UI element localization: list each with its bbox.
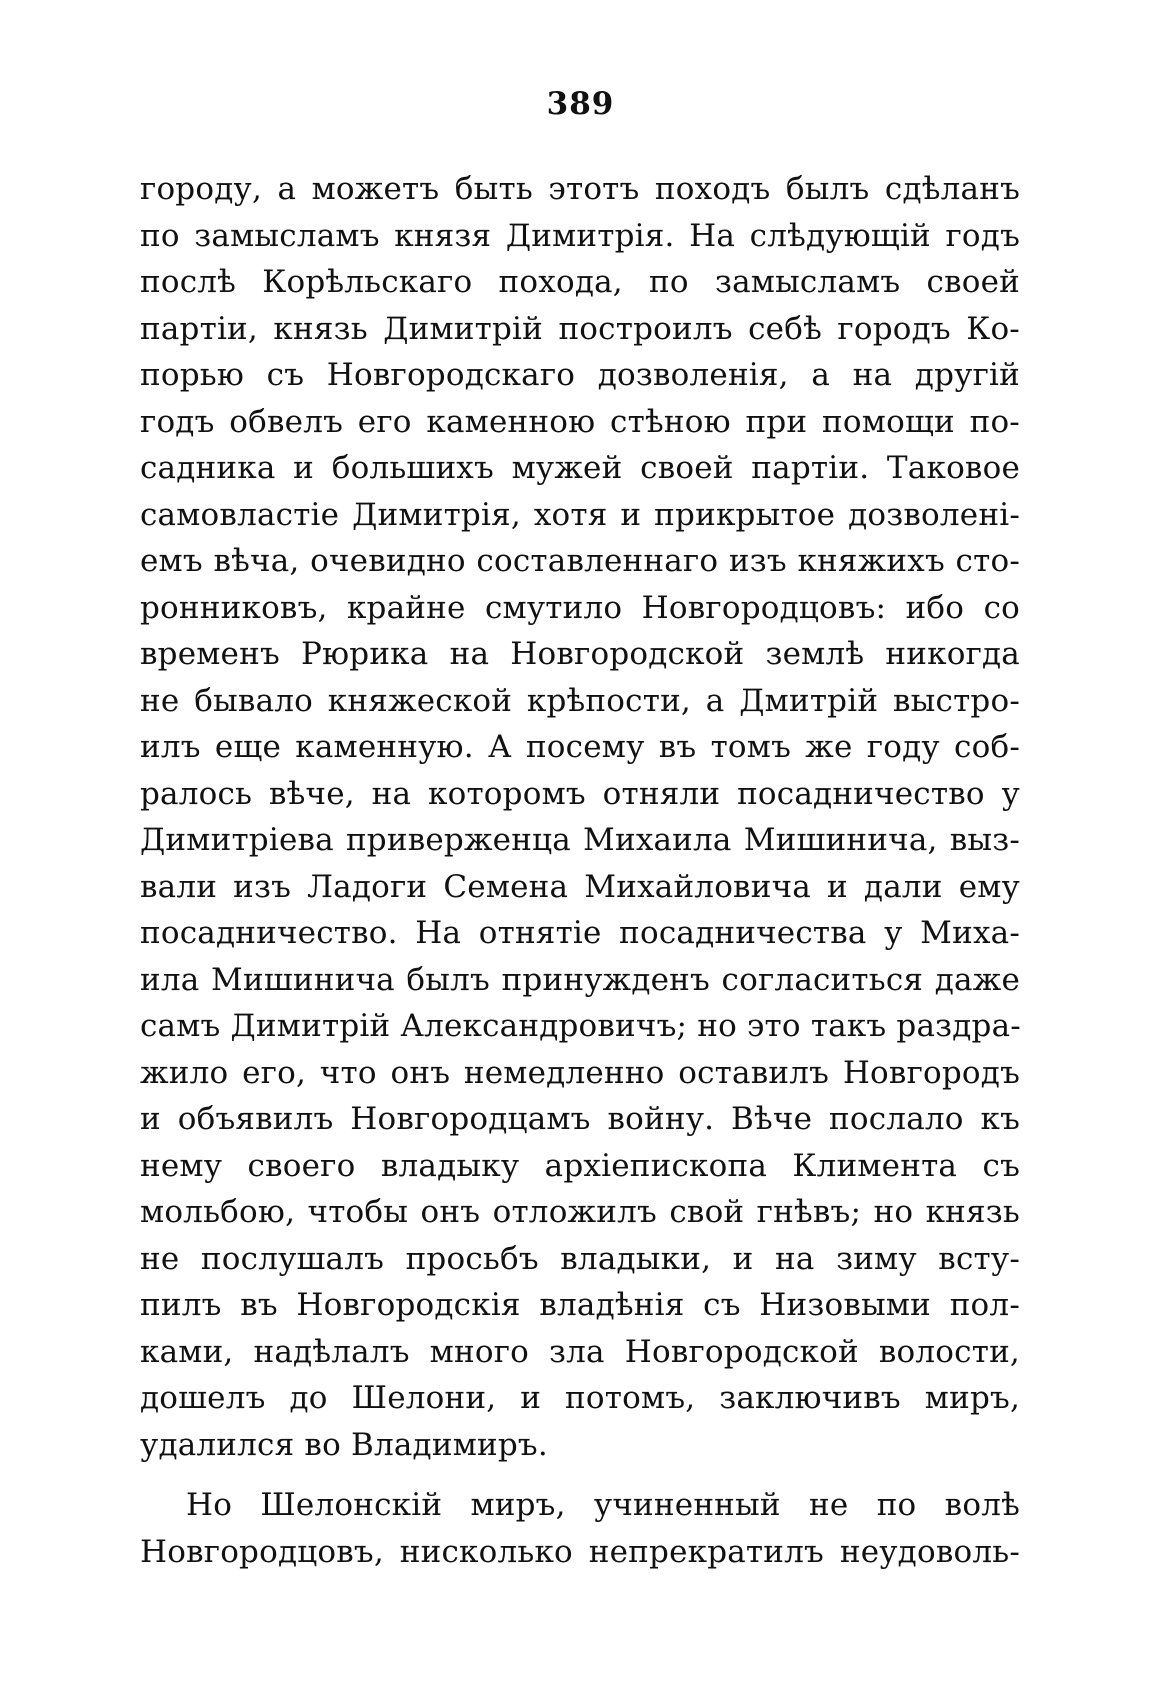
text-line: годъ обвелъ его каменною стѣною при помощи по- [140,403,1020,440]
paragraph-1 [140,166,1020,1468]
text-line: пилъ въ Новгородскія владѣнія съ Низовыми пол- [140,1287,1020,1323]
text-line: Но Шелонскій миръ, учиненный не по волѣ [186,1487,1020,1523]
page-number: 389 [546,86,615,122]
text-line: посадничество. На отнятіе посадничества у Миха- [140,915,1020,951]
text-line: временъ Рюрика на Новгородской землѣ никогда [140,636,1020,672]
text-line: мольбою, чтобы онъ отложилъ свой гнѣвъ; но князь [140,1194,1020,1230]
text-line: и объявилъ Новгородцамъ войну. Вѣче послало къ [140,1101,1020,1137]
text-line: не бывало княжеской крѣпости, а Дмитрій выстро- [140,682,1020,719]
text-line: Новгородцовъ, нисколько непрекратилъ неудоволь- [140,1533,1020,1570]
text-line: емъ вѣча, очевидно составленнаго изъ княжихъ сто- [140,543,1020,579]
text-line: по замысламъ князя Димитрія. На слѣдующій годъ [140,217,1020,254]
text-line: садника и большихъ мужей своей партіи. Таковое [140,450,1020,486]
text-line: партіи, князь Димитрій построилъ себѣ городъ Ко- [140,310,1020,347]
text-line: самъ Димитрій Александровичъ; но это такъ раздра- [140,1008,1021,1044]
text-line: ронниковъ, крайне смутило Новгородцовъ: ибо со [140,589,1020,626]
text-line: городу, а можетъ быть этотъ походъ былъ сдѣланъ [140,171,1020,207]
text-line: порью съ Новгородскаго дозволенія, а на другій [140,357,1020,393]
text-line: вали изъ Ладоги Семена Михайловича и дали ему [140,868,1020,905]
text-line: удалился во Владимиръ. [140,1426,548,1463]
text-line: дошелъ до Шелони, и потомъ, заключивъ миръ, [140,1380,1020,1416]
paragraph-gap [140,1468,1020,1482]
text-line: ками, надѣлалъ много зла Новгородской волости, [140,1333,1020,1370]
text-line: не послушалъ просьбъ владыки, и на зиму всту- [140,1240,1020,1277]
text-line: ралось вѣче, на которомъ отняли посадничество у [140,775,1020,812]
text-line: нему своего владыку архіепископа Климента съ [140,1147,1020,1184]
text-line: жило его, что онъ немедленно оставилъ Новгородъ [140,1054,1020,1091]
text-line: ила Мишинича былъ принужденъ согласиться даже [140,961,1020,998]
text-line: послѣ Корѣльскаго похода, по замысламъ своей [140,264,1020,300]
body-text [140,166,1020,1575]
text-line: Димитріева приверженца Михаила Мишинича, выз- [140,822,1020,858]
paragraph-2 [140,1482,1020,1575]
text-line: самовластіе Димитрія, хотя и прикрытое дозволені- [140,496,1020,533]
text-line: илъ еще каменную. А посему въ томъ же году соб- [140,729,1020,765]
